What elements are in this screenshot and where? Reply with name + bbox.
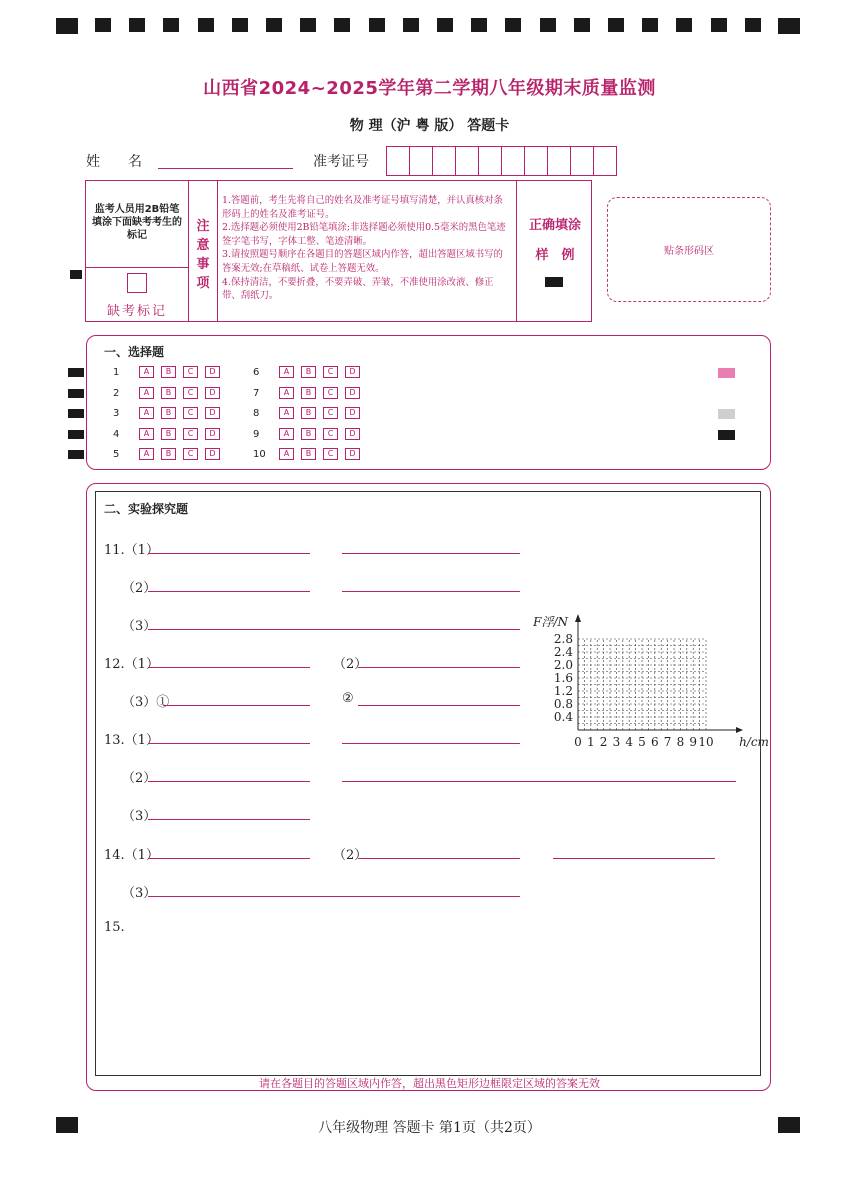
footer-note: 请在各题目的答题区域内作答，超出黑色矩形边框限定区域的答案无效 bbox=[259, 1077, 600, 1090]
x-tick-label: 8 bbox=[676, 735, 685, 749]
question-number: 4 bbox=[113, 428, 120, 440]
q11-1-answer-b[interactable] bbox=[342, 553, 520, 554]
name-label: 姓 名 bbox=[86, 154, 142, 170]
choice-question bbox=[113, 407, 227, 419]
barcode-label: 贴条形码区 bbox=[664, 246, 714, 257]
y-axis-arrow bbox=[575, 614, 581, 622]
option-bubble-b[interactable]: B bbox=[161, 387, 176, 399]
option-bubble-d[interactable]: D bbox=[205, 366, 220, 378]
q13-1-answer[interactable] bbox=[148, 743, 310, 744]
x-tick-label: 2 bbox=[599, 735, 608, 749]
q13-3-answer[interactable] bbox=[148, 819, 310, 820]
option-bubble-d[interactable]: D bbox=[345, 448, 360, 460]
option-bubble-a[interactable]: A bbox=[139, 366, 154, 378]
row-timing-mark bbox=[68, 389, 84, 398]
q12-2-label: （2） bbox=[333, 657, 368, 672]
choice-question bbox=[113, 366, 227, 378]
y-tick-label: 2.4 bbox=[553, 645, 573, 659]
x-tick-label: 9 bbox=[689, 735, 698, 749]
option-bubble-c[interactable]: C bbox=[183, 366, 198, 378]
option-bubble-c[interactable]: C bbox=[323, 366, 338, 378]
y-axis-label: F浮/N bbox=[533, 615, 568, 629]
choice-question bbox=[113, 448, 227, 460]
option-bubble-d[interactable]: D bbox=[205, 407, 220, 419]
choice-question bbox=[253, 366, 367, 378]
option-bubble-c[interactable]: C bbox=[183, 407, 198, 419]
x-tick-label: 6 bbox=[650, 735, 659, 749]
option-bubble-a[interactable]: A bbox=[279, 366, 294, 378]
question-number: 8 bbox=[253, 408, 260, 419]
x-axis-arrow bbox=[736, 727, 743, 733]
timing-mark bbox=[266, 18, 282, 32]
page-title: 山西省2024~2025学年第二学期八年级期末质量监测 bbox=[203, 78, 656, 99]
choice-question bbox=[253, 428, 367, 440]
choice-question bbox=[253, 387, 367, 399]
option-bubble-c[interactable]: C bbox=[183, 448, 198, 460]
timing-mark bbox=[642, 18, 658, 32]
q11-2-answer-b[interactable] bbox=[342, 591, 520, 592]
x-tick-label: 10 bbox=[698, 735, 714, 749]
timing-mark bbox=[232, 18, 248, 32]
y-tick-label: 1.6 bbox=[553, 671, 573, 685]
q12-3b-answer[interactable] bbox=[358, 705, 520, 706]
question-number: 2 bbox=[113, 387, 120, 399]
q14-3-label: （3） bbox=[122, 886, 157, 901]
option-bubble-c[interactable]: C bbox=[323, 407, 338, 419]
q12-3a-label: （3）① bbox=[122, 695, 170, 710]
notice-item: 2.选择题必须使用2B铅笔填涂;非选择题必须使用0.5毫米的黑色笔迹签字笔书写，字体工整、笔迹清晰。 bbox=[222, 222, 506, 247]
q13-2-label: （2） bbox=[122, 771, 157, 786]
option-bubble-a[interactable]: A bbox=[139, 407, 154, 419]
y-tick-label: 0.8 bbox=[553, 697, 573, 711]
option-bubble-d[interactable]: D bbox=[205, 448, 220, 460]
timing-mark bbox=[437, 18, 453, 32]
option-bubble-a[interactable]: A bbox=[279, 387, 294, 399]
question-number: 6 bbox=[253, 367, 260, 378]
option-bubble-c[interactable]: C bbox=[323, 428, 338, 440]
answer-section-inner bbox=[95, 491, 761, 1076]
absent-label: 缺考标记 bbox=[106, 304, 167, 319]
timing-mark bbox=[778, 18, 800, 34]
timing-mark bbox=[95, 18, 111, 32]
question-number: 7 bbox=[253, 387, 260, 399]
choice-section-title: 一、选择题 bbox=[104, 345, 165, 359]
timing-mark bbox=[300, 18, 316, 32]
page-footer: 八年级物理 答题卡 第1页（共2页） bbox=[318, 1120, 541, 1136]
q11-3-label: （3） bbox=[122, 619, 157, 634]
option-bubble-a[interactable]: A bbox=[279, 448, 294, 460]
option-bubble-a[interactable]: A bbox=[139, 428, 154, 440]
y-tick-label: 0.4 bbox=[553, 710, 573, 724]
option-bubble-b[interactable]: B bbox=[301, 366, 316, 378]
q14-1-label: 14.（1） bbox=[104, 848, 159, 863]
q11-1-label: 11.（1） bbox=[104, 543, 159, 558]
option-bubble-a[interactable]: A bbox=[279, 428, 294, 440]
q13-1-answer-b[interactable] bbox=[342, 743, 520, 744]
option-bubble-d[interactable]: D bbox=[345, 387, 360, 399]
notice-item: 1.答题前，考生先将自己的姓名及准考证号填写清楚，并认真核对条形码上的姓名及准考证号。 bbox=[222, 195, 503, 220]
exam-id-boxes[interactable] bbox=[386, 146, 617, 176]
timing-mark bbox=[574, 18, 590, 32]
option-bubble-c[interactable]: C bbox=[323, 448, 338, 460]
option-bubble-b[interactable]: B bbox=[301, 407, 316, 419]
pink-mark bbox=[718, 368, 735, 378]
experiment-section-title: 二、实验探究题 bbox=[104, 502, 189, 516]
timing-mark bbox=[608, 18, 624, 32]
x-tick-label: 0 bbox=[574, 735, 582, 749]
choice-question bbox=[253, 407, 367, 419]
q14-2-label: （2） bbox=[333, 848, 368, 863]
q11-2-label: （2） bbox=[122, 581, 157, 596]
barcode-area bbox=[607, 197, 771, 302]
timing-mark bbox=[403, 18, 419, 32]
option-bubble-c[interactable]: C bbox=[183, 428, 198, 440]
black-mark bbox=[718, 430, 735, 440]
q11-1-answer[interactable] bbox=[148, 553, 310, 554]
question-number: 10 bbox=[253, 449, 266, 460]
option-bubble-b[interactable]: B bbox=[161, 448, 176, 460]
q13-2-answer-b[interactable] bbox=[342, 781, 736, 782]
y-tick-label: 2.0 bbox=[553, 658, 573, 672]
q11-3-answer[interactable] bbox=[148, 629, 520, 630]
exam-id-label: 准考证号 bbox=[313, 154, 369, 170]
notice-list bbox=[222, 194, 512, 303]
q12-2-answer[interactable] bbox=[358, 667, 520, 668]
choice-question bbox=[113, 428, 227, 440]
option-bubble-b[interactable]: B bbox=[301, 428, 316, 440]
question-number: 9 bbox=[253, 428, 260, 440]
q13-3-label: （3） bbox=[122, 809, 157, 824]
option-bubble-d[interactable]: D bbox=[205, 428, 220, 440]
absent-checkbox[interactable] bbox=[127, 273, 147, 293]
notice-item: 4.保持清洁，不要折叠，不要弄破、弄皱，不准使用涂改液、修正带、刮纸刀。 bbox=[222, 276, 494, 302]
x-tick-label: 3 bbox=[612, 735, 621, 749]
sample-label: 样 例 bbox=[535, 248, 575, 263]
choice-question bbox=[253, 448, 367, 460]
option-bubble-a[interactable]: A bbox=[139, 448, 154, 460]
x-tick-label: 4 bbox=[625, 735, 634, 749]
x-tick-label: 1 bbox=[586, 735, 595, 749]
q12-3a-answer[interactable] bbox=[163, 705, 310, 706]
question-number: 1 bbox=[113, 367, 120, 378]
option-bubble-d[interactable]: D bbox=[345, 428, 360, 440]
option-bubble-b[interactable]: B bbox=[301, 448, 316, 460]
buoyancy-graph[interactable] bbox=[530, 610, 769, 755]
q14-3-answer[interactable] bbox=[148, 896, 520, 897]
option-bubble-d[interactable]: D bbox=[345, 366, 360, 378]
timing-mark bbox=[505, 18, 521, 32]
option-bubble-d[interactable]: D bbox=[345, 407, 360, 419]
option-bubble-b[interactable]: B bbox=[161, 428, 176, 440]
option-bubble-d[interactable]: D bbox=[205, 387, 220, 399]
timing-mark bbox=[745, 18, 761, 32]
q13-2-answer[interactable] bbox=[148, 781, 310, 782]
q13-1-label: 13.（1） bbox=[104, 733, 159, 748]
notice-item: 3.请按照题号顺序在各题目的答题区域内作答，超出答题区域书写的答案无效;在草稿纸、试卷上答题无效。 bbox=[222, 249, 503, 274]
option-bubble-b[interactable]: B bbox=[301, 387, 316, 399]
q15-label: 15. bbox=[104, 920, 125, 935]
notice-title: 注意事项 bbox=[196, 219, 210, 291]
q11-2-answer[interactable] bbox=[148, 591, 310, 592]
timing-mark bbox=[711, 18, 727, 32]
option-bubble-b[interactable]: B bbox=[161, 366, 176, 378]
q14-2-answer[interactable] bbox=[358, 858, 520, 859]
side-mark bbox=[70, 270, 82, 279]
option-bubble-c[interactable]: C bbox=[183, 387, 198, 399]
option-bubble-c[interactable]: C bbox=[323, 387, 338, 399]
info-box bbox=[85, 180, 592, 322]
option-bubble-a[interactable]: A bbox=[279, 407, 294, 419]
y-tick-label: 1.2 bbox=[553, 684, 573, 698]
timing-mark bbox=[56, 18, 78, 34]
timing-mark bbox=[540, 18, 556, 32]
choice-question bbox=[113, 387, 227, 399]
q12-1-answer[interactable] bbox=[148, 667, 310, 668]
timing-mark bbox=[198, 18, 214, 32]
proctor-instruction: 监考人员用2B铅笔填涂下面缺考考生的标记 bbox=[92, 204, 182, 241]
option-bubble-a[interactable]: A bbox=[139, 387, 154, 399]
page-subtitle: 物 理（沪 粤 版） 答题卡 bbox=[349, 118, 510, 134]
sample-filled-mark bbox=[545, 277, 563, 287]
question-number: 5 bbox=[113, 449, 120, 460]
timing-mark bbox=[163, 18, 179, 32]
name-field[interactable] bbox=[158, 168, 293, 169]
row-timing-mark bbox=[68, 368, 84, 377]
x-axis-label: h/cm bbox=[739, 735, 769, 749]
corner-mark-bottom-right bbox=[778, 1117, 800, 1133]
row-timing-mark bbox=[68, 450, 84, 459]
q12-1-label: 12.（1） bbox=[104, 657, 159, 672]
question-number: 3 bbox=[113, 408, 120, 419]
timing-mark bbox=[129, 18, 145, 32]
sample-title: 正确填涂 bbox=[528, 218, 581, 233]
q12-3b-label: ② bbox=[342, 691, 354, 706]
corner-mark-bottom-left bbox=[56, 1117, 78, 1133]
timing-mark bbox=[369, 18, 385, 32]
row-timing-mark bbox=[68, 409, 84, 418]
q14-2-answer-b[interactable] bbox=[553, 858, 715, 859]
timing-mark bbox=[334, 18, 350, 32]
option-bubble-b[interactable]: B bbox=[161, 407, 176, 419]
x-tick-label: 5 bbox=[638, 735, 646, 749]
q14-1-answer[interactable] bbox=[148, 858, 310, 859]
row-timing-mark bbox=[68, 430, 84, 439]
y-tick-label: 2.8 bbox=[553, 632, 573, 646]
gray-mark bbox=[718, 409, 735, 419]
timing-mark bbox=[471, 18, 487, 32]
x-tick-label: 7 bbox=[663, 735, 672, 749]
timing-mark bbox=[676, 18, 692, 32]
